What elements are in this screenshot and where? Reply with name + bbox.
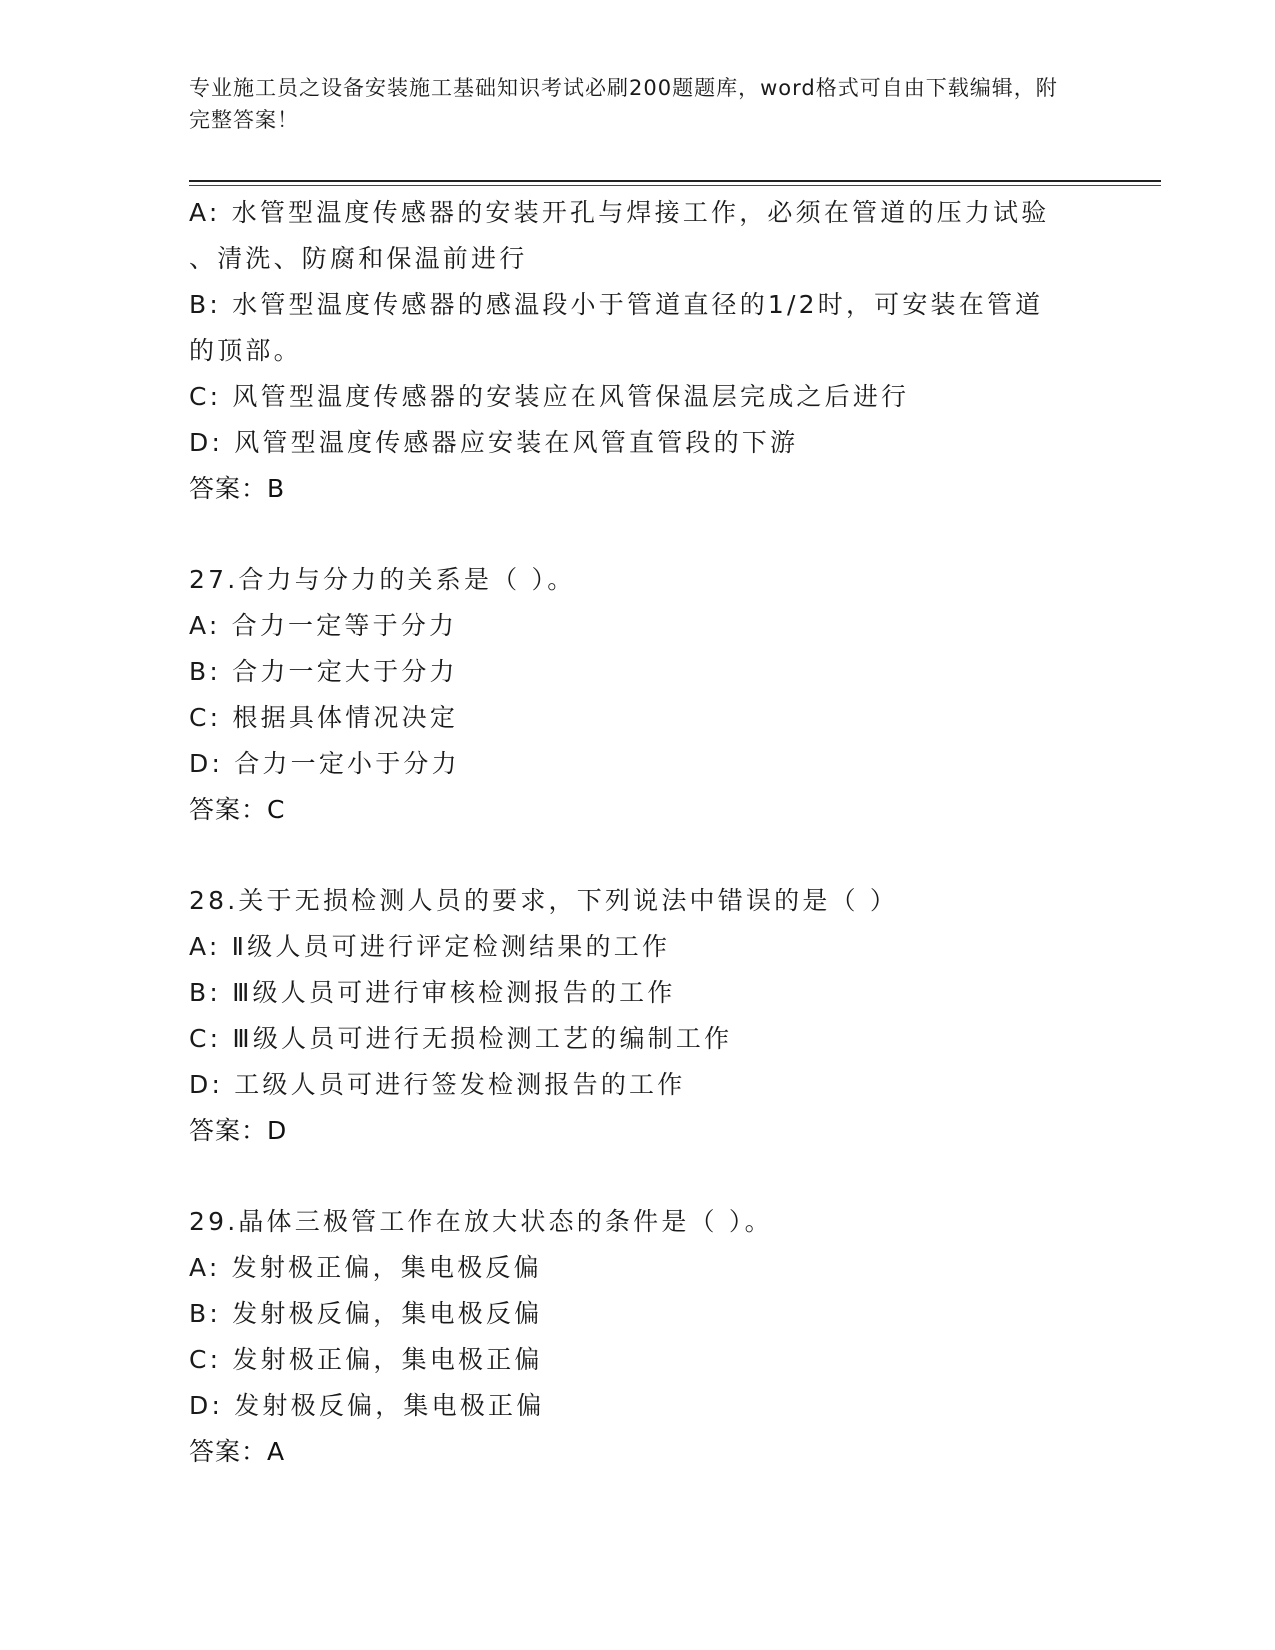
answer-line: 答案：A [189, 1437, 286, 1466]
option-c: C: 风管型温度传感器的安装应在风管保温层完成之后进行 [189, 382, 910, 411]
question-gap [189, 1154, 1089, 1199]
option-c: C: 发射极正偏，集电极正偏 [189, 1345, 543, 1374]
option-b: B: 发射极反偏，集电极反偏 [189, 1299, 543, 1328]
question-gap [189, 512, 1089, 557]
question-block [189, 878, 1089, 1154]
option-b: B: 水管型温度传感器的感温段小于管道直径的1/2时，可安装在管道 [189, 290, 1044, 319]
option-b: B: 合力一定大于分力 [189, 657, 458, 686]
question-block [189, 190, 1089, 512]
option-a: A: 水管型温度传感器的安装开孔与焊接工作，必须在管道的压力试验 [189, 198, 1050, 227]
option-b: B: Ⅲ级人员可进行审核检测报告的工作 [189, 978, 676, 1007]
header-rule-thick [189, 180, 1161, 182]
option-a: A: Ⅱ级人员可进行评定检测结果的工作 [189, 932, 671, 961]
option-a-continued: 、清洗、防腐和保温前进行 [189, 244, 528, 273]
option-d: D: 合力一定小于分力 [189, 749, 460, 778]
question-block [189, 557, 1089, 833]
option-a: A: 发射极正偏，集电极反偏 [189, 1253, 542, 1282]
question-list [189, 190, 1089, 1475]
option-d: D: 发射极反偏，集电极正偏 [189, 1391, 545, 1420]
question-stem: 27.合力与分力的关系是（ ）。 [189, 565, 576, 594]
option-d: D: 工级人员可进行签发检测报告的工作 [189, 1070, 686, 1099]
answer-line: 答案：D [189, 1116, 288, 1145]
option-c: C: Ⅲ级人员可进行无损检测工艺的编制工作 [189, 1024, 733, 1053]
answer-line: 答案：B [189, 474, 286, 503]
answer-line: 答案：C [189, 795, 286, 824]
question-stem: 28.关于无损检测人员的要求，下列说法中错误的是（ ） [189, 886, 899, 915]
question-block [189, 1199, 1089, 1475]
document-header-title: 专业施工员之设备安装施工基础知识考试必刷200题题库，word格式可自由下载编辑，附完整答案！ [189, 76, 1058, 132]
header-rule-thin [189, 185, 1161, 186]
question-gap [189, 833, 1089, 878]
option-c: C: 根据具体情况决定 [189, 703, 459, 732]
question-stem: 29.晶体三极管工作在放大状态的条件是（ ）。 [189, 1207, 773, 1236]
option-a: A: 合力一定等于分力 [189, 611, 458, 640]
option-d: D: 风管型温度传感器应安装在风管直管段的下游 [189, 428, 799, 457]
option-b-continued: 的顶部。 [189, 336, 302, 365]
